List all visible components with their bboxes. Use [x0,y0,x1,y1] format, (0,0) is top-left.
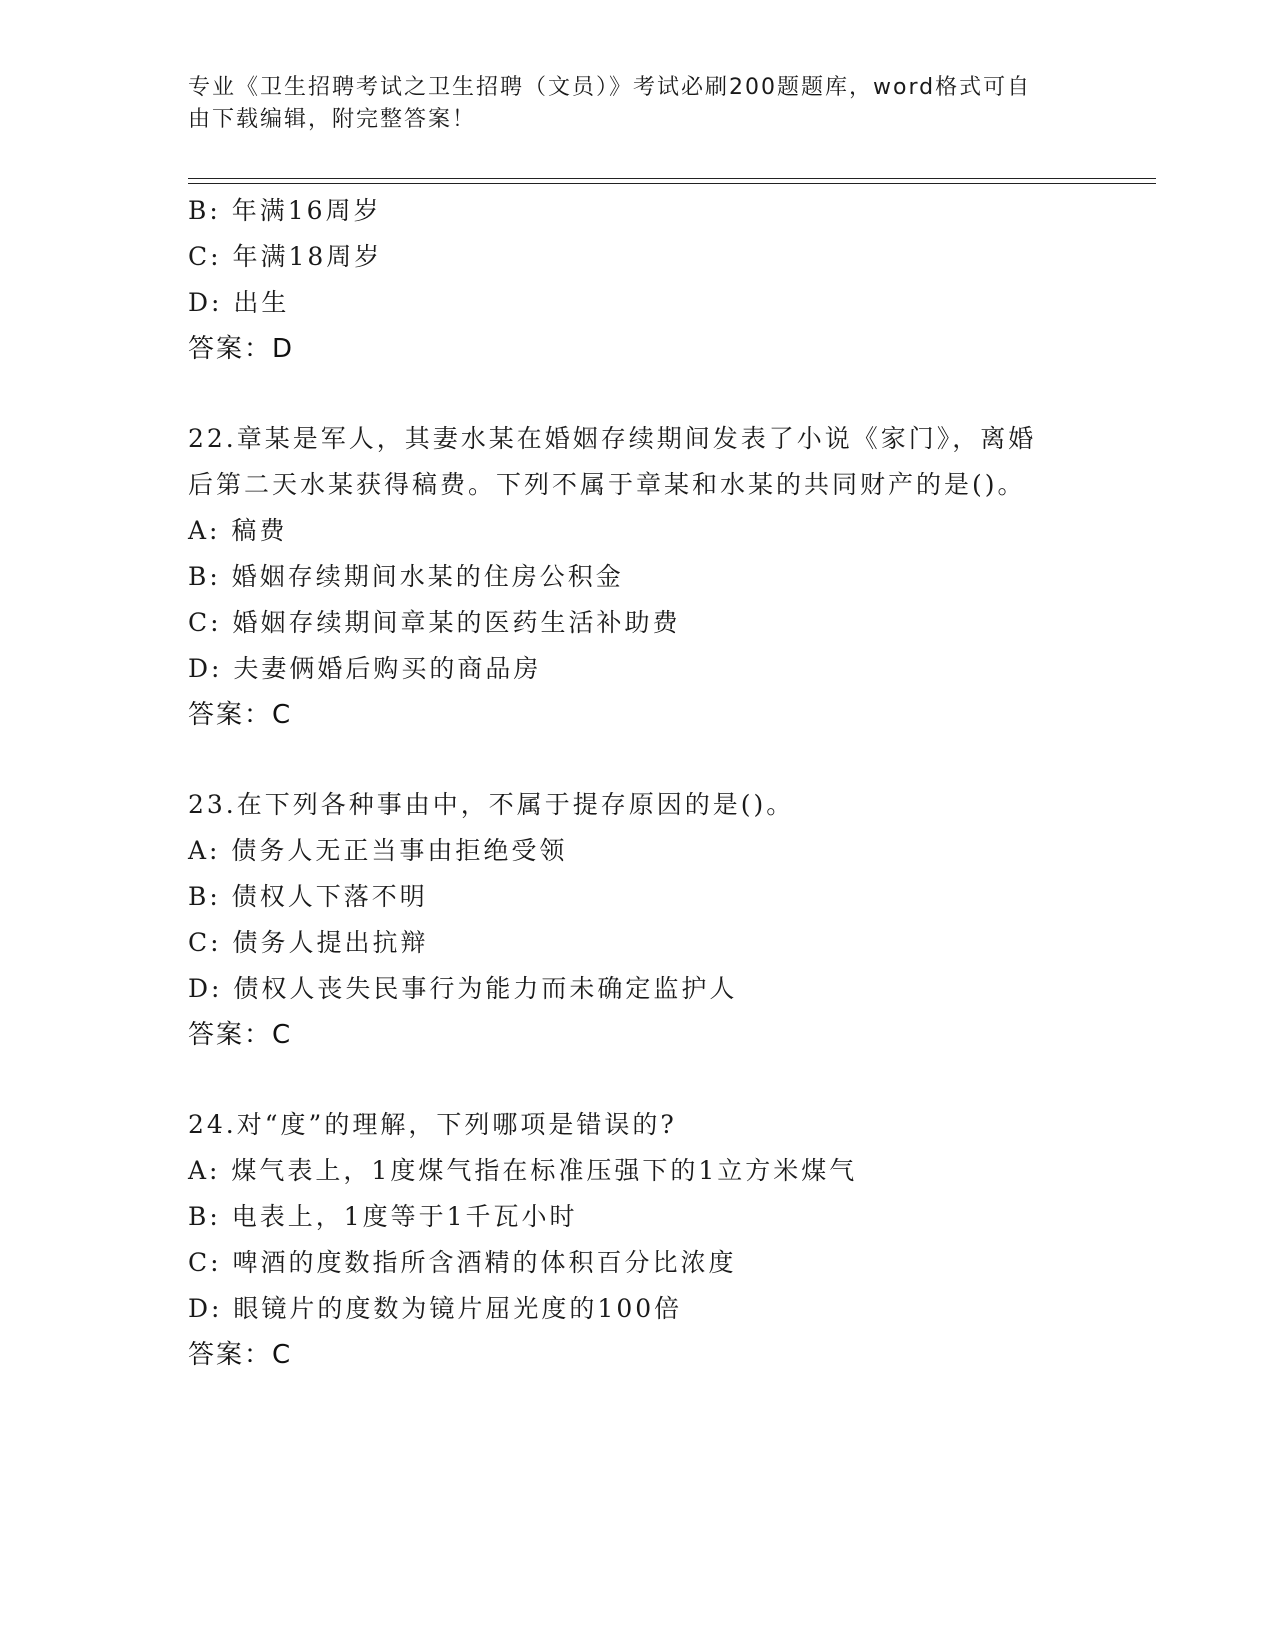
option-b: B: 年满16周岁 [188,196,382,225]
option-d: D: 债权人丧失民事行为能力而未确定监护人 [188,974,738,1003]
option-a: A: 煤气表上，1度煤气指在标准压强下的1立方米煤气 [188,1156,858,1185]
question-24 [188,1102,1088,1378]
document-header [188,72,1068,136]
option-c: C: 婚姻存续期间章某的医药生活补助费 [188,608,681,637]
answer: 答案：C [188,1020,293,1050]
question-list [188,188,1088,1378]
option-d: D: 出生 [188,288,290,317]
spacer [188,738,1088,782]
question-23 [188,782,1088,1058]
spacer [188,1058,1088,1102]
header-divider-bottom [188,183,1156,184]
header-line-2: 由下载编辑，附完整答案！ [188,107,477,132]
spacer [188,372,1088,416]
header-line-1: 专业《卫生招聘考试之卫生招聘（文员）》考试必刷200题题库，word格式可自 [188,75,1032,100]
option-c: C: 年满18周岁 [188,242,383,271]
header-divider-top [188,178,1156,179]
option-d: D: 眼镜片的度数为镜片屈光度的100倍 [188,1294,683,1323]
question-22 [188,416,1088,738]
answer: 答案：D [188,334,295,364]
option-a: A: 债务人无正当事由拒绝受领 [188,836,568,865]
option-b: B: 婚姻存续期间水某的住房公积金 [188,562,624,591]
question-stem-continued: 后第二天水某获得稿费。下列不属于章某和水某的共同财产的是()。 [188,470,1026,499]
question-stem: 22.章某是军人，其妻水某在婚姻存续期间发表了小说《家门》，离婚 [188,424,1037,453]
option-c: C: 啤酒的度数指所含酒精的体积百分比浓度 [188,1248,737,1277]
question-stem: 24.对“度”的理解，下列哪项是错误的? [188,1110,677,1139]
answer: 答案：C [188,1340,293,1370]
option-c: C: 债务人提出抗辩 [188,928,429,957]
answer: 答案：C [188,700,293,730]
option-b: B: 债权人下落不明 [188,882,428,911]
option-a: A: 稿费 [188,516,288,545]
question-stem: 23.在下列各种事由中，不属于提存原因的是()。 [188,790,795,819]
option-b: B: 电表上，1度等于1千瓦小时 [188,1202,578,1231]
option-d: D: 夫妻俩婚后购买的商品房 [188,654,542,683]
question-21-tail [188,188,1088,372]
